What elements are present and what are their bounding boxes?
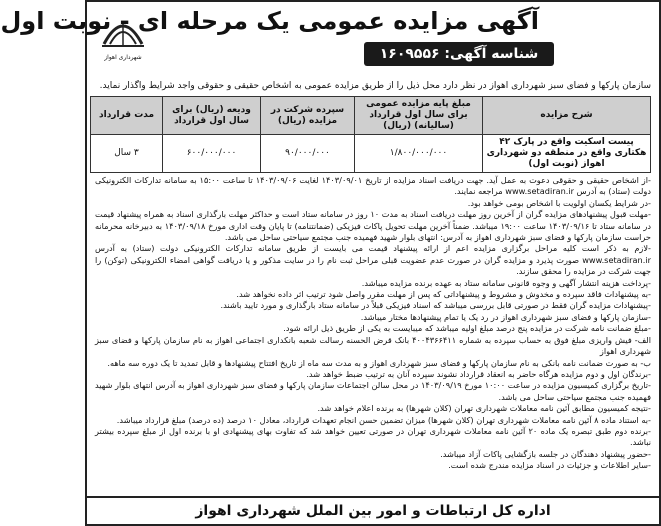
cell-deposit: ۹۰/۰۰۰/۰۰۰ [261, 135, 355, 173]
issuer-footer: اداره کل ارتباطات و امور بین الملل شهرداری اهواز [87, 496, 659, 524]
cell-contract-duration: ۳ سال [91, 135, 163, 173]
list-item: -پیشنهادات مزایده گران فقط در صورتی قابل بررسی میباشد که اسناد فیزیکی قبلاً در سامانه ستاد بارگذاری و مورد تایید باشند. [220, 300, 651, 311]
list-item: -مهلت قبول پیشنهادهای مزایده گران از آخرین روز مهلت دریافت اسناد به مدت ۱۰ روز در سامانه ستاد است و حداکثر مهلت بارگذاری اسناد به همراه پیشنهاد قیمت در سامانه ستاد تا ۱۴۰۳/۰۹/۱۶ ساعت ۱۹:۰۰ میباشد. ضمناً آخرین مهلت تحویل پاکات فیزیکی (ضمانتنامه) تا پایان وقت اداری مورخ ۱۴۰۳/۰۹/۱۸ به دبیرخانه محرمانه حراست سازمان پارکها و فضای سبز شهرداری اهواز به آدرس: انتهای بلوار شهید فهمیده جنب مجتمع سیاحتی ساحل می باشد. [95, 209, 651, 243]
list-item: -پرداخت هزینه انتشار آگهی و وجوه قانونی سامانه ستاد به عهده برنده مزایده میباشد. [361, 277, 651, 288]
list-item: ب- به صورت ضمانت نامه بانکی به نام سازمان پارکها و فضای سبز شهرداری اهواز و به مدت سه ماه از تاریخ افتتاح پیشنهادها و قابل تمدید تا یک دوره سه ماهه. [107, 357, 651, 368]
list-item: -نتیجه کمیسیون مطابق آئین نامه معاملات شهرداری تهران (کلان شهرها) به برنده اعلام خواهد شد. [317, 403, 651, 414]
header-deposit: سپرده شرکت در مزایده (ریال) [261, 97, 355, 135]
list-item: -از اشخاص حقیقی و حقوقی دعوت به عمل آید. جهت دریافت اسناد مزایده از تاریخ ۱۴۰۳/۰۹/۰۱ لغایت ۱۴۰۳/۰۹/۰۶ تا ساعت ۱۵:۰۰ به سامانه تدارکات الکترونیکی دولت (ستاد) به آدرس www.setadiran.ir مراجعه نمایند. [95, 175, 651, 197]
table-row [91, 135, 651, 173]
list-item: -سایر اطلاعات و جزئیات در اسناد مزایده مندرج شده است. [448, 460, 651, 471]
list-item: -لازم به ذکر است کلیه مراحل برگزاری مزایده اعم از ارائه پیشنهاد قیمت می بایست از طریق سامانه تدارکات الکترونیکی دولت (ستاد) به آدرس www.setadiran.ir صورت پذیرد و مزایده گران در صورت عدم عضویت قبلی مراحل ثبت نام را در سایت مذکور و یا دریافت گواهی امضاء الکترونیکی (توکن) را جهت شرکت در مزایده را محقق سازند. [95, 243, 651, 277]
conditions-list [87, 173, 659, 472]
logo-caption: شهرداری اهواز [104, 54, 142, 61]
intro-paragraph: سازمان پارکها و فضای سبز شهرداری اهواز در نظر دارد محل ذیل را از طریق مزایده عمومی به اشخاص حقیقی و حقوقی واجد شرایط واگذار نماید. [99, 81, 651, 91]
list-item: -به استناد ماده ۸ آئین نامه معاملات شهرداری تهران (کلان شهرها) میزان تضمین حسن انجام تعهدات قرارداد، معادل ۱۰ درصد (ده درصد) مبلغ قرارداد میباشد. [116, 414, 651, 425]
list-item: -در شرایط یکسان اولویت با اشخاص بومی خواهد بود. [467, 197, 651, 208]
cell-base-price: ۱/۸۰۰/۰۰۰/۰۰۰ [355, 135, 483, 173]
header-security-deposit: ودیعه (ریال) برای سال اول قرارداد [163, 97, 261, 135]
header-base-price: مبلغ پایه مزایده عمومی برای سال اول قرارداد (سالیانه) (ریال) [355, 97, 483, 135]
list-item: -تاریخ برگزاری کمیسیون مزایده در ساعت ۱۰:۰۰ مورخ ۱۴۰۳/۰۹/۱۹ در محل سالن اجتماعات سازمان پارکها و فضای سبز شهرداری اهواز به آدرس انتهای بلوار شهید فهمیده جنب مجتمع سیاحتی ساحل می باشد. [95, 380, 651, 402]
header-description: شرح مزایده [483, 97, 651, 135]
list-item: -برنده دوم طبق تبصره یک ماده ۲۰ آئین نامه معاملات شهرداری تهران در صورتی تعیین خواهد شد که تفاوت بهای پیشنهادی او با برنده اول از مبلغ سپرده بیشتر نباشد. [95, 425, 652, 448]
list-item: الف- فیش واریزی مبلغ فوق به حساب سپرده به شماره ۴۰۰۴۳۶۶۴۱۱ بانک قرض الحسنه رسالت شعبه بانکداری اجتماعی اهواز به نام سازمان پارکها و فضای سبز شهرداری اهواز [95, 334, 651, 357]
header-contract-duration: مدت قرارداد [91, 97, 163, 135]
list-item: -برندگان اول و دوم مزایده هرگاه حاضر به انعقاد قرارداد نشوند سپرده آنان به ترتیب ضبط خواهد شد. [306, 368, 651, 379]
list-item: -سازمان پارکها و فضای سبز شهرداری اهواز در رد یک یا تمام پیشنهادها مختار میباشد. [360, 311, 651, 322]
cell-security-deposit: ۶۰۰/۰۰۰/۰۰۰ [163, 135, 261, 173]
ad-id-badge: شناسه آگهی: ۱۶۰۹۵۵۶ [364, 42, 554, 66]
list-item: -به پیشنهادات فاقد سپرده و مخدوش و مشروط و پیشنهاداتی که پس از مهلت مقرر واصل شود ترتیب اثر داده نخواهد شد. [236, 289, 651, 300]
table-header-row [91, 97, 651, 135]
cell-description: پیست اسکیت واقع در پارک ۴۲ هکتاری واقع در منطقه دو شهرداری اهواز (نوبت اول) [483, 135, 651, 173]
auction-table [90, 96, 651, 173]
list-item: -مبلغ ضمانت نامه شرکت در مزایده پنج درصد مبلغ اولیه میباشد که میبایست به یکی از طریق ذیل ارائه شود. [283, 323, 651, 334]
page-title: آگهی مزایده عمومی یک مرحله ای - نوبت اول [0, 7, 539, 35]
header [0, 2, 659, 78]
list-item: -حضور پیشنهاد دهندگان در جلسه بازگشایی پاکات آزاد میباشد. [440, 448, 651, 459]
